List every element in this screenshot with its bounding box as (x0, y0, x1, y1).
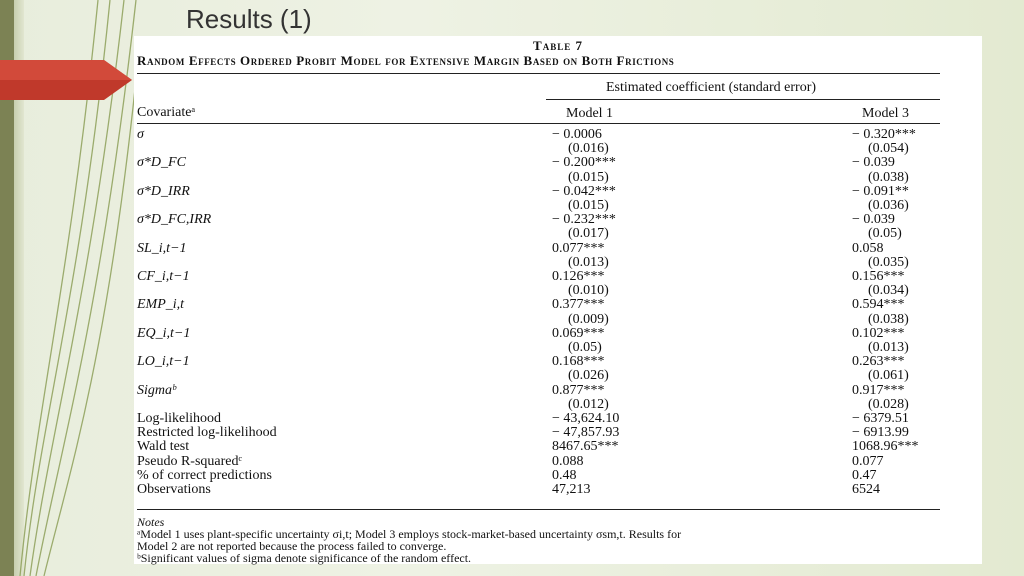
rule-top (137, 73, 940, 74)
table-row-se (134, 199, 982, 213)
model1-coefficient: 0.069*** (552, 325, 605, 341)
model1-stat: 0.48 (552, 467, 577, 483)
model3-standard-error: (0.034) (868, 283, 909, 299)
table-row-se (134, 284, 982, 298)
note-line-2: Model 2 are not reported because the process failed to converge. (137, 539, 447, 553)
model1-coefficient: 0.377*** (552, 297, 605, 313)
rule-columns (137, 123, 940, 124)
stats-row (134, 483, 982, 497)
covariate-label: σ (137, 127, 144, 142)
model1-coefficient: 0.126*** (552, 269, 605, 284)
table-row (134, 156, 982, 170)
table-row (134, 213, 982, 227)
model1-standard-error: (0.016) (568, 141, 609, 157)
table-image (134, 36, 982, 564)
table-row (134, 327, 982, 341)
model1-standard-error: (0.05) (568, 340, 602, 355)
stats-row (134, 440, 982, 454)
model3-stat: 0.47 (852, 467, 877, 483)
stat-label: Pseudo R-squaredᶜ (137, 453, 243, 469)
notes-heading: Notes (137, 515, 165, 529)
model3-stat: 0.077 (852, 453, 884, 469)
table-row (134, 270, 982, 284)
table-row (134, 355, 982, 369)
model1-coefficient: − 0.042*** (552, 183, 616, 199)
model3-standard-error: (0.038) (868, 311, 909, 327)
model1-stat: 8467.65*** (552, 439, 619, 455)
stat-label: Wald test (137, 439, 190, 455)
table-row (134, 384, 982, 398)
note-line-3: ᵇSignificant values of sigma denote significance of the random effect. (137, 551, 472, 565)
model1-standard-error: (0.009) (568, 311, 609, 327)
covariate-label: σ*D_FC,IRR (137, 212, 212, 228)
rule-header (546, 99, 940, 100)
model3-stat: − 6379.51 (852, 411, 909, 426)
model3-coefficient: − 0.320*** (852, 127, 916, 142)
model1-coefficient: 0.168*** (552, 354, 605, 370)
model1-coefficient: − 0.0006 (552, 127, 602, 142)
model3-standard-error: (0.028) (868, 396, 909, 412)
model1-standard-error: (0.010) (568, 283, 609, 299)
red-arrow-marker (0, 60, 132, 100)
model1-stat: − 43,624.10 (552, 411, 620, 426)
model3-coefficient: 0.156*** (852, 269, 905, 284)
table-notes (137, 516, 977, 564)
stats-row (134, 455, 982, 469)
stats-row (134, 426, 982, 440)
model1-coefficient: 0.077*** (552, 240, 605, 256)
model3-stat: − 6913.99 (852, 425, 909, 441)
model1-coefficient: − 0.232*** (552, 212, 616, 228)
model1-standard-error: (0.015) (568, 169, 609, 185)
stat-label: Log-likelihood (137, 411, 221, 426)
covariate-label: SL_i,t−1 (137, 240, 187, 256)
model3-header: Model 3 (862, 106, 910, 121)
estimate-header: Estimated coefficient (standard error) (606, 80, 817, 95)
table-row-se (134, 341, 982, 355)
model1-standard-error: (0.013) (568, 254, 609, 270)
stat-label: Observations (137, 482, 211, 497)
model3-standard-error: (0.013) (868, 340, 909, 355)
table-number: Table 7 (533, 38, 583, 53)
model3-stat: 6524 (852, 482, 880, 497)
model1-stat: 0.088 (552, 453, 584, 469)
model3-coefficient: 0.102*** (852, 325, 905, 341)
table-row (134, 128, 982, 142)
covariate-label: CF_i,t−1 (137, 269, 190, 284)
model3-coefficient: − 0.039 (852, 212, 895, 228)
model1-standard-error: (0.015) (568, 198, 609, 213)
covariate-label: σ*D_FC (137, 155, 186, 171)
model1-standard-error: (0.026) (568, 368, 609, 384)
table-row-se (134, 227, 982, 241)
model1-standard-error: (0.012) (568, 396, 609, 412)
table-row-se (134, 142, 982, 156)
model1-header: Model 1 (566, 106, 614, 121)
covariate-label: Sigmaᵇ (137, 382, 176, 398)
slide-title: Results (1) (186, 4, 312, 34)
model3-standard-error: (0.054) (868, 141, 909, 157)
covariate-label: EQ_i,t−1 (137, 325, 191, 341)
model3-standard-error: (0.035) (868, 254, 909, 270)
model1-stat: − 47,857.93 (552, 425, 620, 441)
model3-coefficient: − 0.091** (852, 183, 909, 199)
table-title: Random Effects Ordered Probit Model for Extensive Margin Based on Both Frictions (137, 53, 675, 68)
model3-standard-error: (0.036) (868, 198, 909, 213)
model3-standard-error: (0.061) (868, 368, 909, 384)
table-row-se (134, 398, 982, 412)
table-row-se (134, 369, 982, 383)
model3-coefficient: − 0.039 (852, 155, 895, 171)
model3-standard-error: (0.05) (868, 226, 902, 242)
model3-coefficient: 0.917*** (852, 382, 905, 398)
model3-stat: 1068.96*** (852, 439, 919, 455)
model1-stat: 47,213 (552, 482, 591, 497)
model3-coefficient: 0.058 (852, 240, 884, 256)
model3-standard-error: (0.038) (868, 169, 909, 185)
model3-coefficient: 0.263*** (852, 354, 905, 370)
table-row-se (134, 256, 982, 270)
covariate-label: LO_i,t−1 (137, 354, 190, 370)
covariate-header: Covariateᵃ (137, 105, 196, 120)
covariate-label: σ*D_IRR (137, 183, 190, 199)
model1-coefficient: − 0.200*** (552, 155, 616, 171)
table-row-se (134, 313, 982, 327)
covariate-label: EMP_i,t (137, 297, 185, 313)
model1-coefficient: 0.877*** (552, 382, 605, 398)
table-row (134, 298, 982, 312)
table-row-se (134, 171, 982, 185)
model1-standard-error: (0.017) (568, 226, 609, 242)
stats-row (134, 469, 982, 483)
stat-label: Restricted log-likelihood (137, 425, 277, 441)
table-row (134, 185, 982, 199)
rule-bottom (137, 509, 940, 510)
stats-row (134, 412, 982, 426)
note-line-1: ᵃModel 1 uses plant-specific uncertainty σi,t; Model 3 employs stock-market-based uncertainty σsm,t. Results for (137, 527, 682, 541)
model3-coefficient: 0.594*** (852, 297, 905, 313)
table-row (134, 242, 982, 256)
stat-label: % of correct predictions (137, 467, 272, 483)
